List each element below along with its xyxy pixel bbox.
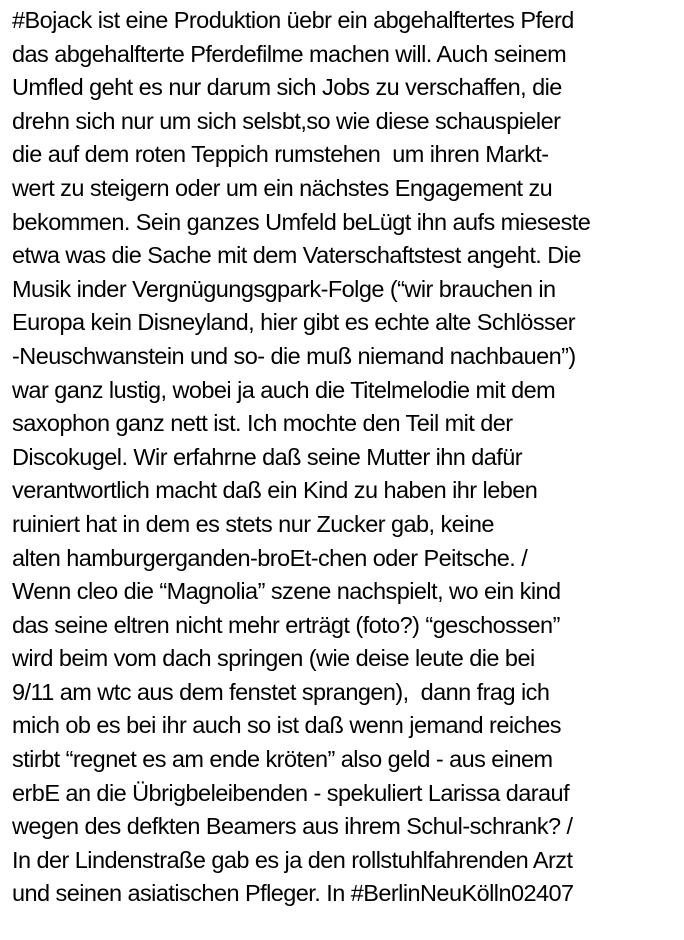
text-line-21: 9/11 am wtc aus dem fenstet sprangen), dann frag ich <box>12 678 550 705</box>
text-line-1: #Bojack ist eine Produktion üebr ein abgehalftertes Pferd <box>12 7 574 33</box>
body-text <box>12 4 680 911</box>
text-line-27: und seinen asiatischen Pfleger. In #BerlinNeuKölln02407 <box>12 880 574 907</box>
text-line-5: die auf dem roten Teppich rumstehen um ihren Markt- <box>12 141 549 168</box>
text-line-17: alten hamburgerganden-broEt-chen oder Peitsche. / <box>12 544 528 571</box>
text-line-12: war ganz lustig, wobei ja auch die Titelmelodie mit dem <box>12 376 556 403</box>
text-line-18: Wenn cleo die “Magnolia” szene nachspielt, wo ein kind <box>12 578 561 605</box>
text-line-4: drehn sich nur um sich selsbt,so wie diese schauspieler <box>12 107 561 134</box>
text-line-2: das abgehalfterte Pferdefilme machen will. Auch seinem <box>12 40 567 67</box>
text-line-9: Musik inder Vergnügungsgpark-Folge (“wir brauchen in <box>12 275 556 302</box>
text-line-16: ruiniert hat in dem es stets nur Zucker gab, keine <box>12 510 494 537</box>
text-line-8: etwa was die Sache mit dem Vaterschaftstest angeht. Die <box>12 242 581 269</box>
text-line-10: Europa kein Disneyland, hier gibt es echte alte Schlösser <box>12 309 576 336</box>
text-line-20: wird beim vom dach springen (wie deise leute die bei <box>12 645 535 672</box>
text-line-26: In der Lindenstraße gab es ja den rollstuhlfahrenden Arzt <box>12 846 573 873</box>
text-line-22: mich ob es bei ihr auch so ist daß wenn jemand reiches <box>12 712 561 739</box>
text-line-25: wegen des defkten Beamers aus ihrem Schul-schrank? / <box>12 813 573 840</box>
text-line-23: stirbt “regnet es am ende kröten” also geld - aus einem <box>12 746 553 773</box>
text-line-15: verantwortlich macht daß ein Kind zu haben ihr leben <box>12 477 538 504</box>
text-line-6: wert zu steigern oder um ein nächstes Engagement zu <box>12 174 553 201</box>
text-line-3: Umfled geht es nur darum sich Jobs zu verschaffen, die <box>12 74 562 101</box>
text-line-13: saxophon ganz nett ist. Ich mochte den Teil mit der <box>12 410 513 437</box>
text-line-11: -Neuschwanstein und so- die muß niemand nachbauen”) <box>12 342 576 369</box>
text-line-19: das seine eltren nicht mehr erträgt (foto?) “geschossen” <box>12 611 560 638</box>
text-line-7: bekommen. Sein ganzes Umfeld beLügt ihn aufs mieseste <box>12 208 591 235</box>
text-line-24: erbE an die Übrigbeleibenden - spekuliert Larissa darauf <box>12 779 570 806</box>
text-line-14: Discokugel. Wir erfahrne daß seine Mutter ihn dafür <box>12 443 523 470</box>
